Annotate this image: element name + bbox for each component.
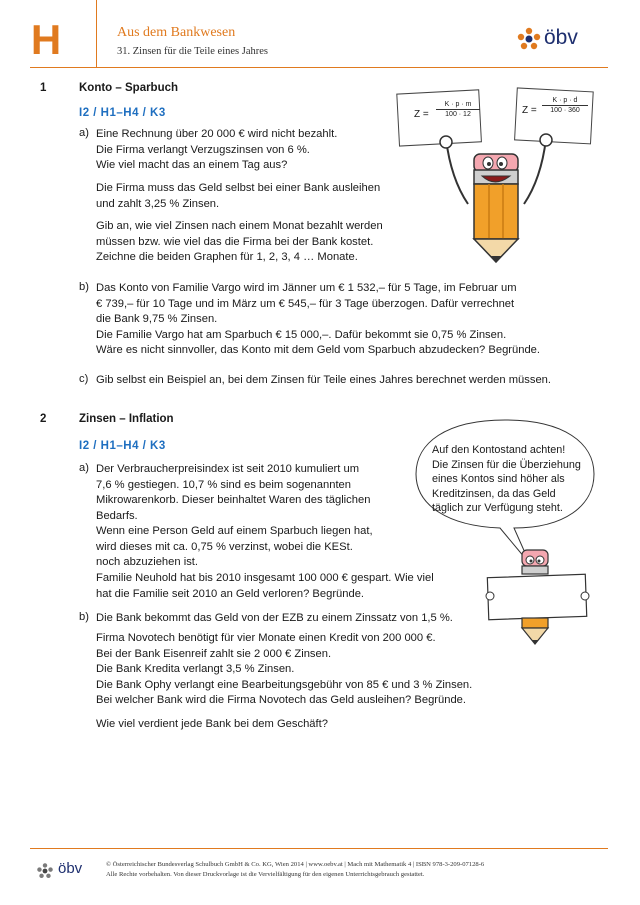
formula-left-fraction: K · p · m 100 · 12 bbox=[436, 101, 480, 118]
task-label-b: b) bbox=[79, 611, 89, 623]
task-a-text-2: Die Firma muss das Geld selbst bei einer Bank ausleihen und zahlt 3,25 % Zinsen. bbox=[96, 182, 381, 210]
footer-logo-text: öbv bbox=[58, 860, 83, 877]
task-c-text: Gib selbst ein Beispiel an, bei dem Zinsen für Teile eines Jahres berechnet werden müssen. bbox=[96, 374, 551, 386]
task-b-question: Wie viel verdient jede Bank bei dem Geschäft? bbox=[96, 718, 328, 730]
competency-code: I2 / H1–H4 / K3 bbox=[79, 440, 166, 452]
page-subtitle: 31. Zinsen für die Teile eines Jahres bbox=[117, 46, 268, 57]
task-a-text-2: Familie Neuhold hat bis 2010 insgesamt 100 000 € gespart. Wie viel hat die Familie seit 2010 an Geld verloren? Begründe. bbox=[96, 572, 434, 600]
page-title: Aus dem Bankwesen bbox=[117, 25, 236, 40]
task-label-c: c) bbox=[79, 373, 89, 385]
task-label-b: b) bbox=[79, 281, 89, 293]
oebv-logo-icon bbox=[516, 26, 542, 52]
competency-code: I2 / H1–H4 / K3 bbox=[79, 107, 166, 119]
task-a-text-1: Eine Rechnung über 20 000 € wird nicht bezahlt. Die Firma verlangt Verzugszinsen von 6 %. Wie viel macht das an einem Tag aus? bbox=[96, 128, 338, 171]
pencil-sign-illustration bbox=[482, 546, 592, 646]
header-rule bbox=[30, 67, 608, 68]
formula-left-z: Z = bbox=[414, 109, 429, 120]
section-title: Zinsen – Inflation bbox=[79, 413, 174, 425]
task-a-text-1: Der Verbraucherpreisindex ist seit 2010 kumuliert um 7,6 % gestiegen. 10,7 % sind es beim sogenannten Mikrowarenkorb. Dieser beinhaltet Waren des täglichen Bedarfs. Wenn eine Person Geld auf einem Sparbuch liegen hat, wird dieses mit ca. 0,75 % verzinst, wobei die KESt. noch abzuziehen ist. bbox=[96, 463, 373, 568]
task-b-text: Das Konto von Familie Vargo wird im Jänner um € 1 532,– für 5 Tage, im Februar um € 739,– für 10 Tage und im März um € 545,– für 3 Tage überzogen. Dafür verrechnet die Bank 9,75 % Zinsen. Die Familie Vargo hat am Sparbuch € 15 000,–. Dafür bekommt sie 0,75 % Zinsen. Wäre es nicht sinnvoller, das Konto mit dem Geld vom Sparbuch abzudecken? Begründe. bbox=[96, 282, 541, 356]
section-number: 2 bbox=[40, 413, 47, 425]
footer-rule bbox=[30, 848, 608, 849]
oebv-logo-icon bbox=[36, 862, 54, 880]
section-number: 1 bbox=[40, 82, 47, 94]
task-label-a: a) bbox=[79, 127, 89, 139]
task-a-text-3: Gib an, wie viel Zinsen nach einem Monat bezahlt werden müssen bzw. wie viel das die Firma bei der Bank kostet. Zeichne die beiden Graphen für 1, 2, 3, 4 … Monate. bbox=[96, 220, 383, 263]
formula-right-z: Z = bbox=[522, 105, 537, 116]
header-divider bbox=[96, 0, 97, 68]
logo-text: öbv bbox=[544, 26, 578, 49]
section-title: Konto – Sparbuch bbox=[79, 82, 179, 94]
footer-copyright: © Österreichischer Bundesverlag Schulbuch GmbH & Co. KG, Wien 2014 | www.oebv.at | Mach mit Mathematik 4 | ISBN 978-3-209-07128-6 Alle Rechte vorbehalten. Von dieser Druckvorlage ist die Vervielfältigung für den eigenen Unterrichtsgebrauch gestattet. bbox=[106, 861, 485, 878]
task-label-a: a) bbox=[79, 462, 89, 474]
task-b-text: Firma Novotech benötigt für vier Monate einen Kredit von 200 000 €. Bei der Bank Eisenreif zahlt sie 2 000 € Zinsen. Die Bank Kredita verlangt 3,5 % Zinsen. Die Bank Ophy verlangt eine Bearbeitungsgebühr von 85 € und 3 % Zinsen. Bei welcher Bank wird die Firma Novotech das Geld ausleihen? Begründe. bbox=[96, 632, 473, 706]
task-b-intro: Die Bank bekommt das Geld von der EZB zu einem Zinssatz von 1,5 %. bbox=[96, 612, 453, 624]
speech-bubble-text: Auf den Kontostand achten! Die Zinsen für die Überziehung eines Kontos sind höher als Kreditzinsen, da das Geld täglich zur Verfügung steht. bbox=[432, 444, 581, 514]
chapter-letter: H bbox=[30, 16, 62, 63]
formula-right-fraction: K · p · d 100 · 360 bbox=[542, 97, 588, 114]
